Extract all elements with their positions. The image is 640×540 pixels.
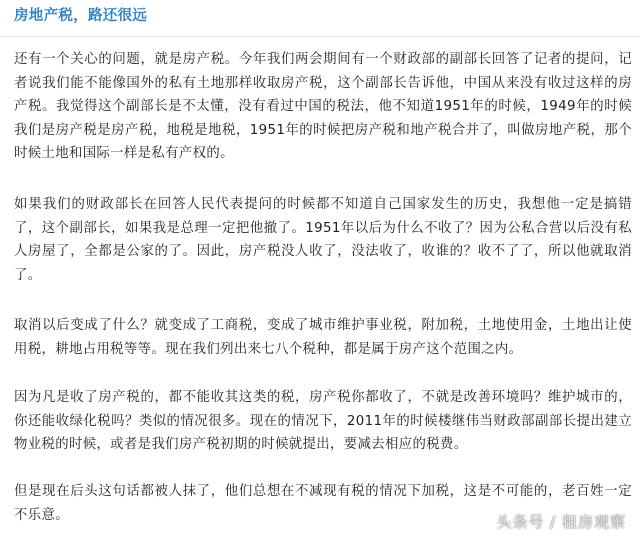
title-divider (0, 36, 640, 37)
source-watermark: 头条号 / 租房观察 (496, 513, 626, 531)
article-paragraph: 还有一个关心的问题，就是房产税。今年我们两会期间有一个财政部的副部长回答了记者的提问，记者说我们能不能像国外的私有土地那样收取房产税，这个副部长告诉他，中国从来没有收过这样的房产税。我觉得这个副部长是不太懂，没有看过中国的税法，他不知道1951年的时候，1949年的时候我们是房产税是房产税，地税是地税，1951年的时候把房产税和地产税合并了，叫做房地产税，那个时候土地和国际一样是私有产权的。 (14, 52, 632, 162)
article-title: 房地产税，路还很远 (14, 8, 148, 24)
article-paragraph: 但是现在后头这句话都被人抹了，他们总想在不减现有税的情况下加税，这是不可能的，老百姓一定不乐意。 (14, 484, 632, 523)
article-paragraph: 因为凡是收了房产税的，都不能收其这类的税，房产税你都收了，不就是改善环境吗？维护城市的，你还能收绿化税吗？类似的情况很多。现在的情况下，2011年的时候楼继伟当财政部副部长提出建立物业税的时候，或者是我们房产税初期的时候就提出，要减去相应的税费。 (14, 390, 632, 453)
article-paragraph: 取消以后变成了什么？就变成了工商税，变成了城市维护事业税，附加税，土地使用金，土地出让使用税，耕地占用税等等。现在我们列出来七八个税种，都是属于房产这个范围之内。 (14, 318, 632, 357)
article-paragraph: 如果我们的财政部长在回答人民代表提问的时候都不知道自己国家发生的历史，我想他一定是搞错了，这个副部长，如果我是总理一定把他撤了。1951年以后为什么不收了？因为公私合营以后没有私人房屋了，全都是公家的了。因此，房产税没人收了，没法收了，收谁的？收不了了，所以他就取消了。 (14, 197, 632, 283)
